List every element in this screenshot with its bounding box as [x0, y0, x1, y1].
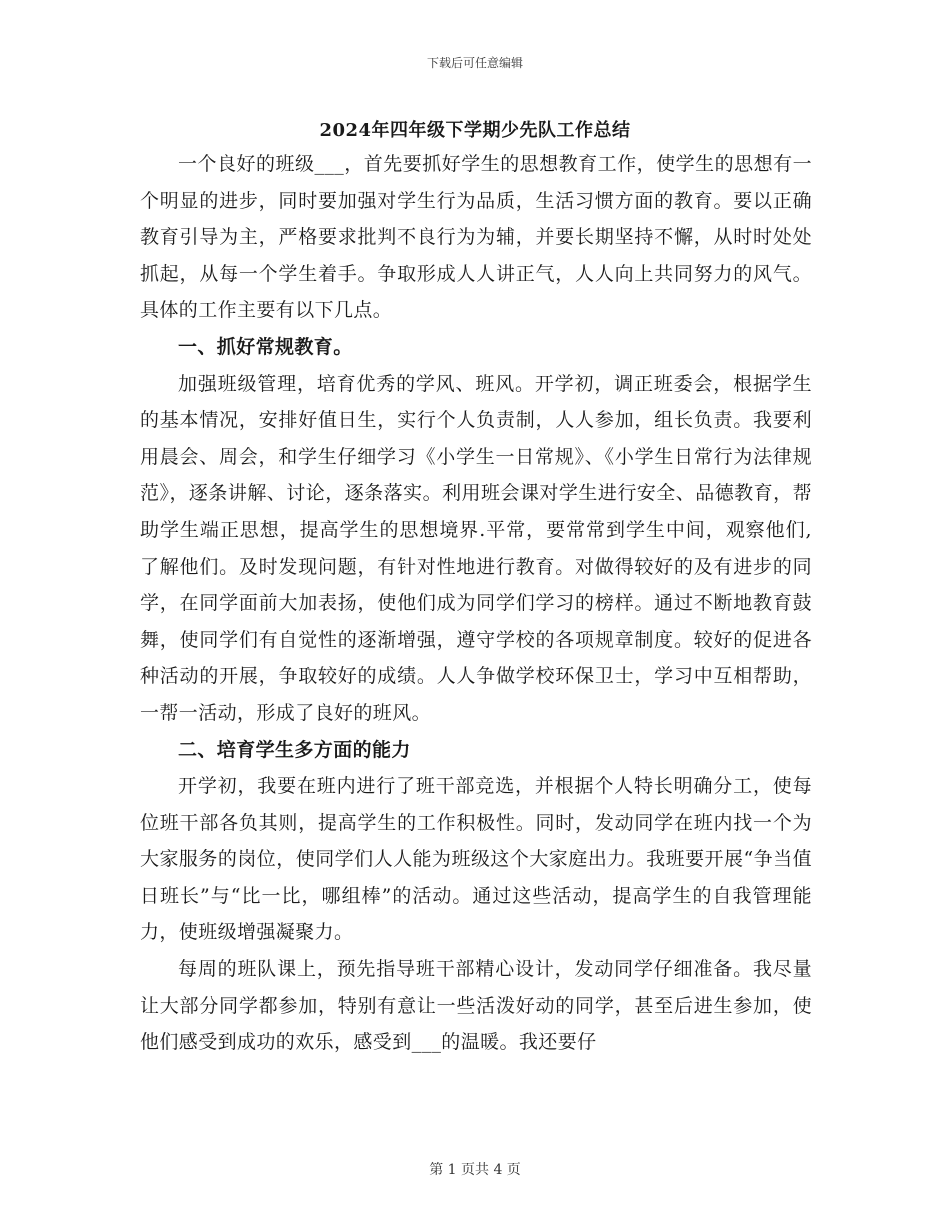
intro-paragraph: 一个良好的班级___，首先要抓好学生的思想教育工作，使学生的思想有一个明显的进步，同时要加强对学生行为品质，生活习惯方面的教育。要以正确教育引导为主，严格要求批判不良行为为辅，并要长期坚持不懈，从时时处处抓起，从每一个学生着手。争取形成人人讲正气，人人向上共同努力的风气。具体的工作主要有以下几点。: [140, 153, 812, 322]
section-2-paragraph-2: 每周的班队课上，预先指导班干部精心设计，发动同学仔细准备。我尽量让大部分同学都参加，特别有意让一些活泼好动的同学，甚至后进生参加，使他们感受到成功的欢乐，感受到___的温暖。我还要仔: [140, 958, 812, 1054]
section-heading-1: 一、抓好常规教育。: [178, 335, 353, 358]
section-heading-2: 二、培育学生多方面的能力: [178, 738, 411, 761]
section-2-paragraph-1: 开学初，我要在班内进行了班干部竞选，并根据个人特长明确分工，使每位班干部各负其则，提高学生的工作积极性。同时，发动同学在班内找一个为大家服务的岗位，使同学们人人能为班级这个大家庭出力。我班要开展“争当值日班长”与“比一比，哪组棒”的活动。通过这些活动，提高学生的自我管理能力，使班级增强凝聚力。: [140, 775, 812, 944]
document-body: [140, 146, 812, 1061]
page-footer: 第 1 页共 4 页: [429, 1162, 521, 1178]
section-1-paragraph: 加强班级管理，培育优秀的学风、班风。开学初，调正班委会，根据学生的基本情况，安排好值日生，实行个人负责制，人人参加，组长负责。我要利用晨会、周会，和学生仔细学习《小学生一日常规》、《小学生日常行为法律规范》，逐条讲解、讨论，逐条落实。利用班会课对学生进行安全、品德教育，帮助学生端正思想，提高学生的思想境界.平常，要常常到学生中间，观察他们,了解他们。及时发现问题，有针对性地进行教育。对做得较好的及有进步的同学，在同学面前大加表扬，使他们成为同学们学习的榜样。通过不断地教育鼓舞，使同学们有自觉性的逐渐增强，遵守学校的各项规章制度。较好的促进各种活动的开展，争取较好的成绩。人人争做学校环保卫士，学习中互相帮助，一帮一活动，形成了良好的班风。: [140, 372, 812, 724]
document-title: 2024年四年级下学期少先队工作总结: [319, 120, 631, 141]
header-note: 下载后可任意编辑: [426, 56, 523, 70]
